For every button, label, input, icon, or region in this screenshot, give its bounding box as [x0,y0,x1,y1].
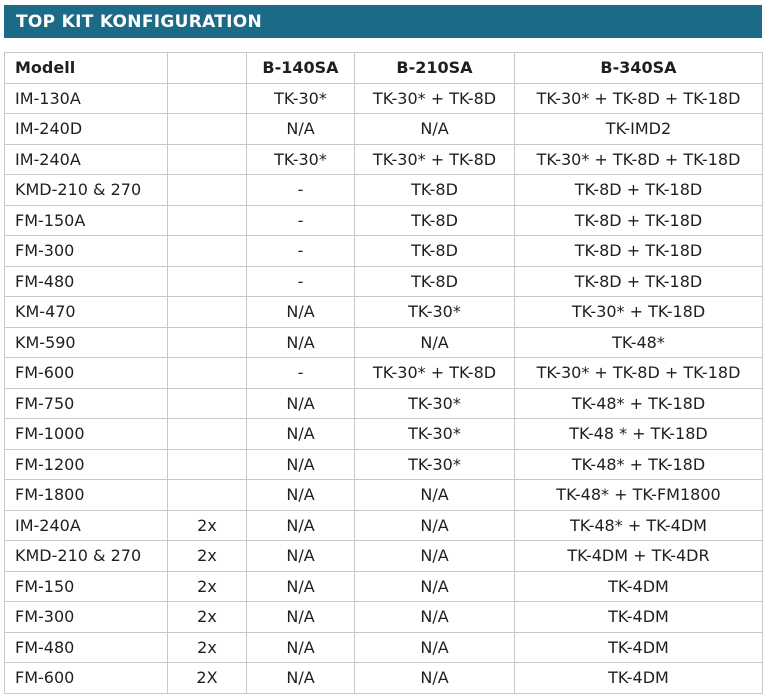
table-row [5,419,763,450]
cell-quantity [168,358,247,389]
table-body [5,83,763,693]
cell-b-340sa: TK-48 * + TK-18D [515,419,763,450]
cell-b-140sa: - [247,358,355,389]
cell-model: FM-150A [5,205,168,236]
cell-b-210sa: N/A [355,480,515,511]
cell-b-210sa: TK-30* + TK-8D [355,144,515,175]
cell-b-340sa: TK-4DM [515,571,763,602]
cell-b-340sa: TK-8D + TK-18D [515,175,763,206]
cell-b-340sa: TK-48* + TK-4DM [515,510,763,541]
title-bar [4,5,762,38]
cell-b-340sa: TK-30* + TK-8D + TK-18D [515,83,763,114]
cell-b-340sa: TK-4DM + TK-4DR [515,541,763,572]
cell-b-140sa: N/A [247,419,355,450]
cell-b-340sa: TK-IMD2 [515,114,763,145]
table-row [5,663,763,694]
cell-model: FM-750 [5,388,168,419]
cell-b-340sa: TK-8D + TK-18D [515,236,763,267]
cell-b-140sa: TK-30* [247,144,355,175]
cell-b-340sa: TK-4DM [515,602,763,633]
cell-b-210sa: N/A [355,114,515,145]
cell-b-340sa: TK-48* [515,327,763,358]
cell-model: FM-300 [5,602,168,633]
cell-b-210sa: N/A [355,510,515,541]
cell-model: FM-1800 [5,480,168,511]
cell-b-210sa: N/A [355,571,515,602]
cell-b-140sa: - [247,236,355,267]
cell-b-210sa: TK-30* + TK-8D [355,83,515,114]
cell-b-210sa: N/A [355,602,515,633]
cell-b-140sa: - [247,266,355,297]
cell-b-210sa: TK-30* + TK-8D [355,358,515,389]
cell-b-340sa: TK-48* + TK-FM1800 [515,480,763,511]
table-row [5,602,763,633]
cell-model: FM-1000 [5,419,168,450]
cell-quantity [168,449,247,480]
table-row [5,480,763,511]
table-row [5,358,763,389]
cell-quantity: 2x [168,510,247,541]
cell-b-210sa: TK-8D [355,266,515,297]
cell-b-340sa: TK-4DM [515,663,763,694]
header-quantity [168,53,247,84]
table-row [5,114,763,145]
cell-b-140sa: TK-30* [247,83,355,114]
cell-b-210sa: TK-30* [355,388,515,419]
table-row [5,175,763,206]
table-row [5,83,763,114]
cell-model: IM-240D [5,114,168,145]
cell-quantity [168,83,247,114]
cell-model: KMD-210 & 270 [5,175,168,206]
cell-b-140sa: N/A [247,632,355,663]
table-row [5,205,763,236]
cell-quantity: 2x [168,632,247,663]
header-b-210sa: B-210SA [355,53,515,84]
cell-quantity: 2x [168,602,247,633]
cell-model: FM-1200 [5,449,168,480]
table-row [5,571,763,602]
cell-model: FM-480 [5,266,168,297]
cell-b-340sa: TK-30* + TK-18D [515,297,763,328]
cell-b-140sa: - [247,205,355,236]
cell-b-210sa: N/A [355,632,515,663]
cell-quantity [168,327,247,358]
cell-model: FM-150 [5,571,168,602]
cell-quantity [168,419,247,450]
cell-b-340sa: TK-8D + TK-18D [515,266,763,297]
cell-quantity [168,388,247,419]
cell-b-140sa: - [247,175,355,206]
cell-quantity [168,297,247,328]
table-row [5,388,763,419]
table-row [5,266,763,297]
cell-model: IM-130A [5,83,168,114]
page-title: TOP KIT KONFIGURATION [16,11,263,32]
cell-b-210sa: TK-30* [355,297,515,328]
cell-b-210sa: TK-8D [355,236,515,267]
cell-b-140sa: N/A [247,449,355,480]
cell-model: IM-240A [5,144,168,175]
cell-b-210sa: TK-30* [355,419,515,450]
cell-quantity [168,175,247,206]
cell-b-140sa: N/A [247,541,355,572]
cell-b-210sa: TK-8D [355,205,515,236]
table-header-row [5,53,763,84]
table-row [5,144,763,175]
cell-b-340sa: TK-30* + TK-8D + TK-18D [515,144,763,175]
cell-b-140sa: N/A [247,663,355,694]
cell-quantity [168,144,247,175]
cell-b-140sa: N/A [247,388,355,419]
cell-model: KM-470 [5,297,168,328]
cell-quantity [168,480,247,511]
cell-b-210sa: TK-8D [355,175,515,206]
top-kit-table [4,52,763,694]
table-row [5,632,763,663]
cell-b-140sa: N/A [247,327,355,358]
cell-quantity: 2x [168,541,247,572]
table-row [5,297,763,328]
cell-quantity [168,114,247,145]
cell-model: FM-300 [5,236,168,267]
cell-model: FM-480 [5,632,168,663]
cell-quantity [168,205,247,236]
cell-model: FM-600 [5,358,168,389]
table-row [5,541,763,572]
header-b-140sa: B-140SA [247,53,355,84]
cell-quantity [168,236,247,267]
cell-b-210sa: N/A [355,541,515,572]
cell-b-340sa: TK-48* + TK-18D [515,388,763,419]
cell-model: KM-590 [5,327,168,358]
table-row [5,449,763,480]
cell-b-340sa: TK-30* + TK-8D + TK-18D [515,358,763,389]
header-modell: Modell [5,53,168,84]
cell-b-210sa: N/A [355,327,515,358]
cell-b-210sa: TK-30* [355,449,515,480]
cell-quantity: 2x [168,571,247,602]
cell-b-140sa: N/A [247,510,355,541]
cell-model: IM-240A [5,510,168,541]
cell-model: FM-600 [5,663,168,694]
cell-b-210sa: N/A [355,663,515,694]
table-row [5,236,763,267]
cell-b-340sa: TK-48* + TK-18D [515,449,763,480]
cell-b-140sa: N/A [247,480,355,511]
cell-b-140sa: N/A [247,114,355,145]
cell-b-340sa: TK-8D + TK-18D [515,205,763,236]
cell-quantity: 2X [168,663,247,694]
cell-b-140sa: N/A [247,297,355,328]
cell-quantity [168,266,247,297]
cell-b-140sa: N/A [247,571,355,602]
table-row [5,327,763,358]
header-b-340sa: B-340SA [515,53,763,84]
cell-b-340sa: TK-4DM [515,632,763,663]
table-row [5,510,763,541]
cell-model: KMD-210 & 270 [5,541,168,572]
cell-b-140sa: N/A [247,602,355,633]
